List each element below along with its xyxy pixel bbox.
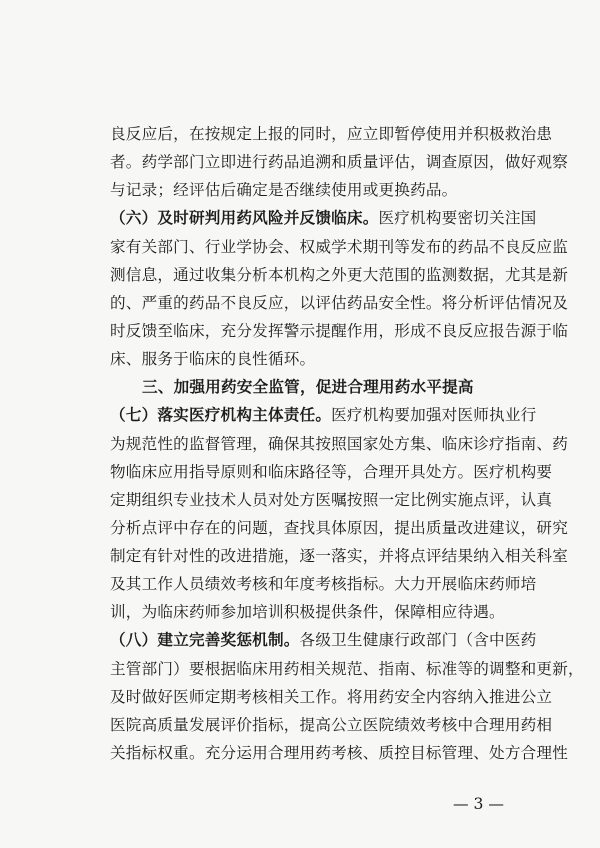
section-6-title: （六）及时研判用药风险并反馈临床。 bbox=[110, 209, 379, 227]
body-text-line: 时反馈至临床，充分发挥警示提醒作用，形成不良反应报告源于临 bbox=[110, 322, 569, 340]
body-text-line: 良反应后，在按规定上报的同时，应立即暂停使用并积极救治患 bbox=[110, 125, 553, 143]
section-7-title: （七）落实医疗机构主体责任。 bbox=[110, 406, 332, 424]
body-text-line: 制定有针对性的改进措施，逐一落实，并将点评结果纳入相关科室 bbox=[110, 547, 569, 565]
body-text-line: 床、服务于临床的良性循环。 bbox=[110, 350, 316, 368]
section-3-heading: 三、加强用药安全监管，促进合理用药水平提高 bbox=[142, 378, 474, 396]
body-text-line: 医院高质量发展评价指标，提高公立医院绩效考核中合理用药相 bbox=[110, 716, 553, 734]
paragraph-7-first-line: （七）落实医疗机构主体责任。医疗机构要加强对医师执业行 bbox=[110, 406, 537, 424]
body-text-line: 及其工作人员绩效考核和年度考核指标。大力开展临床药师培 bbox=[110, 575, 537, 593]
body-text-line: 分析点评中存在的问题，查找具体原因，提出质量改进建议，研究 bbox=[110, 519, 569, 537]
body-text-line: 物临床应用指导原则和临床路径等，合理开具处方。医疗机构要 bbox=[110, 463, 553, 481]
body-text-line: 家有关部门、行业学协会、权威学术期刊等发布的药品不良反应监 bbox=[110, 238, 569, 256]
body-text-line: 定期组织专业技术人员对处方医嘱按照一定比例实施点评，认真 bbox=[110, 491, 553, 509]
body-text-line: 主管部门）要根据临床用药相关规范、指南、标准等的调整和更新， bbox=[110, 660, 584, 678]
body-text-line: 与记录；经评估后确定是否继续使用或更换药品。 bbox=[110, 181, 458, 199]
body-text-line: 及时做好医师定期考核相关工作。将用药安全内容纳入推进公立 bbox=[110, 688, 553, 706]
body-text-line: 为规范性的监督管理，确保其按照国家处方集、临床诊疗指南、药 bbox=[110, 435, 569, 453]
page-number: — 3 — bbox=[452, 795, 504, 813]
section-8-title: （八）建立完善奖惩机制。 bbox=[110, 631, 300, 649]
paragraph-6-first-line: （六）及时研判用药风险并反馈临床。医疗机构要密切关注国 bbox=[110, 209, 537, 227]
body-text-line: 训，为临床药师参加培训积极提供条件，保障相应待遇。 bbox=[110, 603, 505, 621]
body-text-line: 者。药学部门立即进行药品追溯和质量评估，调查原因，做好观察 bbox=[110, 153, 569, 171]
body-text-line: 的、严重的药品不良反应，以评估药品安全性。将分析评估情况及 bbox=[110, 294, 569, 312]
paragraph-8-first-line: （八）建立完善奖惩机制。各级卫生健康行政部门（含中医药 bbox=[110, 631, 537, 649]
body-text-line: 关指标权重。充分运用合理用药考核、质控目标管理、处方合理性 bbox=[110, 744, 569, 762]
body-text-line: 测信息，通过收集分析本机构之外更大范围的监测数据，尤其是新 bbox=[110, 266, 569, 284]
